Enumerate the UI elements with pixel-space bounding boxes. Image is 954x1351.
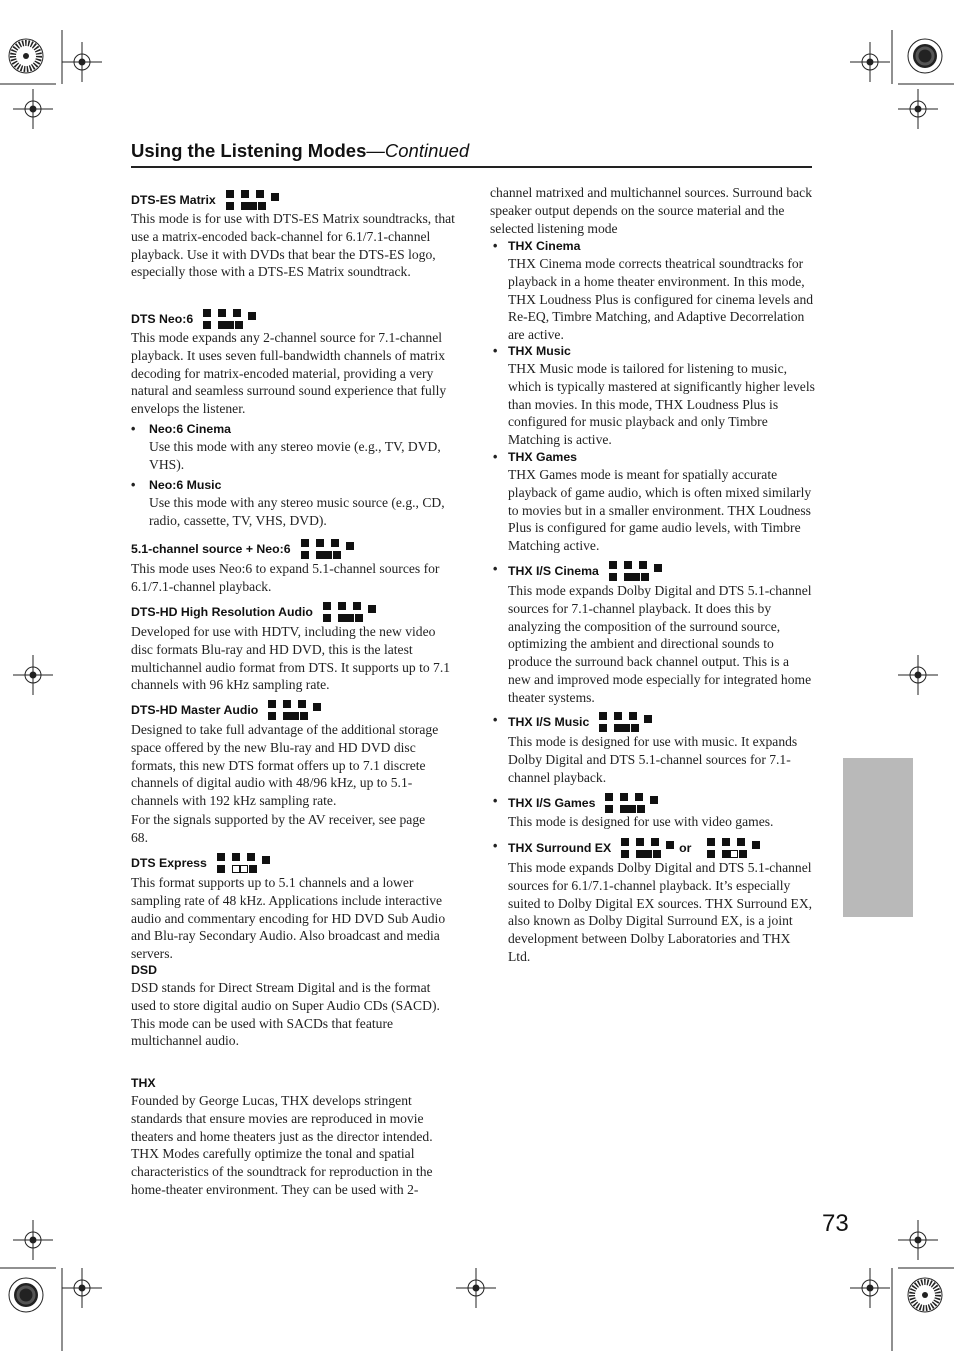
crosshair-icon (62, 1268, 102, 1308)
bullet: • (493, 713, 498, 727)
bullet: • (493, 794, 498, 808)
bullet: • (493, 239, 498, 253)
bullet-text: This mode expands Dolby Digital and DTS 5.1-channel sources for 7.1-channel playback. It does this by analyzing the composition of the surround source, optimizing the ambient and directional sounds to produce the surround back channel output. This is a new and improved mode especially for integrated home theater systems. (508, 583, 812, 705)
page-title-continued: —Continued (366, 140, 470, 161)
bullet-text: This mode is designed for use with music. It expands Dolby Digital and DTS 5.1-channel sources for 7.1-channel playback. (508, 734, 798, 785)
bullet: • (493, 344, 498, 358)
note-paragraph: For the signals supported by the AV receiver, see page 68. (131, 812, 426, 845)
bullet: • (131, 422, 136, 436)
crosshair-icon (898, 1220, 938, 1260)
bullet: • (493, 562, 498, 576)
page-title: Using the Listening Modes (131, 140, 367, 161)
heading-dts-es-matrix: DTS-ES Matrix (131, 193, 216, 207)
bullet-title: THX I/S Cinema (508, 564, 599, 578)
bullet-title: Neo:6 Cinema (149, 422, 232, 436)
crosshair-icon (13, 89, 53, 129)
bullet: • (493, 450, 498, 464)
bullet-text: Use this mode with any stereo movie (e.g., TV, DVD, VHS). (149, 439, 441, 472)
or-label: or (679, 841, 692, 855)
paragraph: Designed to take full advantage of the additional storage space offered by the new Blu-ray and HD DVD disc formats, this new DTS format offers up to 7.1 discrete channels of digital audio with 48/96 kHz, up to 5.1-channels with 192 kHz sampling rate. (131, 722, 439, 809)
paragraph: This mode uses Neo:6 to expand 5.1-channel sources for 6.1/7.1-channel playback. (131, 561, 440, 594)
crosshair-icon (62, 42, 102, 82)
bullet-title: THX Cinema (508, 239, 581, 253)
paragraph: channel matrixed and multichannel sources. Surround back speaker output depends on the source material and the selected listening mode (490, 185, 812, 236)
bullet-title: Neo:6 Music (149, 478, 222, 492)
heading-neo6-51: 5.1-channel source + Neo:6 (131, 542, 291, 556)
paragraph: Founded by George Lucas, THX develops stringent standards that ensure movies are reproduced in movie theaters and home theaters just as the director intended. THX Modes carefully optimize the tonal and spatial characteristics of the soundtrack for reproduction in the home-theater environment. They can be used with 2- (131, 1093, 433, 1197)
section-heading: THX (131, 1076, 156, 1090)
starburst-icon (908, 39, 942, 73)
bullet-text: THX Games mode is meant for spatially accurate playback of game audio, which is often mixed similarly to movies but in a smaller environment. THX Loudness Plus is configured for game audio levels, with Timbre Matching active. (508, 467, 812, 554)
starburst-icon (9, 1278, 43, 1312)
bullet-text: Use this mode with any stereo music source (e.g., CD, radio, cassette, TV, VHS, DVD). (149, 495, 445, 528)
crosshair-icon (898, 655, 938, 695)
bullet-text: THX Cinema mode corrects theatrical soundtracks for playback in a home theater environment. In this mode, THX Loudness Plus is configured for cinema levels and Re-EQ, Timbre Matching, and Adaptive Decorrelation are active. (508, 256, 814, 343)
section-heading: DSD (131, 963, 157, 977)
bullet-text: This mode is designed for use with video games. (508, 814, 774, 829)
crosshair-icon (13, 1220, 53, 1260)
bullet-title: THX Games (508, 450, 578, 464)
bullet-title: THX I/S Music (508, 715, 590, 729)
paragraph: DSD stands for Direct Stream Digital and is the format used to store digital audio on Super Audio CDs (SACD). This mode can be used with SACDs that feature multichannel audio. (131, 980, 440, 1049)
heading-dts-express: DTS Express (131, 856, 207, 870)
paragraph: This mode expands any 2-channel source for 7.1-channel playback. It uses seven full-bandwidth channels of matrix decoding for matrix-encoded material, providing a very natural and seamless surround sound experience that fully envelops the listener. (131, 330, 447, 417)
bullet-title: THX Music (508, 344, 571, 358)
starburst-icon (908, 1278, 942, 1312)
crosshair-icon (850, 42, 890, 82)
bullet-text: THX Music mode is tailored for listening to music, which is typically mastered at significantly higher levels than movies. In this mode, THX Loudness Plus is configured for music playback and only Timbre Matching is active. (508, 361, 815, 448)
starburst-icon (9, 39, 43, 73)
paragraph: This format supports up to 5.1 channels and a lower sampling rate of 48 kHz. Applications include interactive audio and commentary encoding for HD DVD Sub Audio and Blu-ray Secondary Audio. Also broadcast and media servers. (131, 875, 446, 962)
bullet: • (493, 839, 498, 853)
page-number: 73 (822, 1210, 849, 1237)
crosshair-icon (456, 1268, 496, 1308)
heading-dts-hd-hra: DTS-HD High Resolution Audio (131, 605, 313, 619)
bullet-title: THX I/S Games (508, 796, 596, 810)
heading-dts-neo6: DTS Neo:6 (131, 312, 194, 326)
bullet-title: THX Surround EX (508, 841, 612, 855)
bullet-text: This mode expands Dolby Digital and DTS 5.1-channel sources for 6.1/7.1-channel playback. It’s especially suited to Dolby Digital EX sources. THX Surround EX, also known as Dolby Digital Surround EX, is a joint development between Dolby Laboratories and THX Ltd. (508, 860, 813, 964)
crosshair-icon (850, 1268, 890, 1308)
heading-dts-hd-ma: DTS-HD Master Audio (131, 703, 259, 717)
crosshair-icon (898, 89, 938, 129)
bullet: • (131, 478, 136, 492)
crosshair-icon (13, 655, 53, 695)
paragraph: This mode is for use with DTS-ES Matrix soundtracks, that use a matrix-encoded back-channel for 6.1/7.1-channel playback. Use it with DVDs that bear the DTS-ES logo, especially those with a DTS-ES Matrix soundtrack. (131, 211, 455, 280)
paragraph: Developed for use with HDTV, including the new video disc formats Blu-ray and HD DVD, this is the latest multichannel audio format from DTS. It supports up to 7.1 channels with 96 kHz sampling rate. (131, 624, 451, 693)
